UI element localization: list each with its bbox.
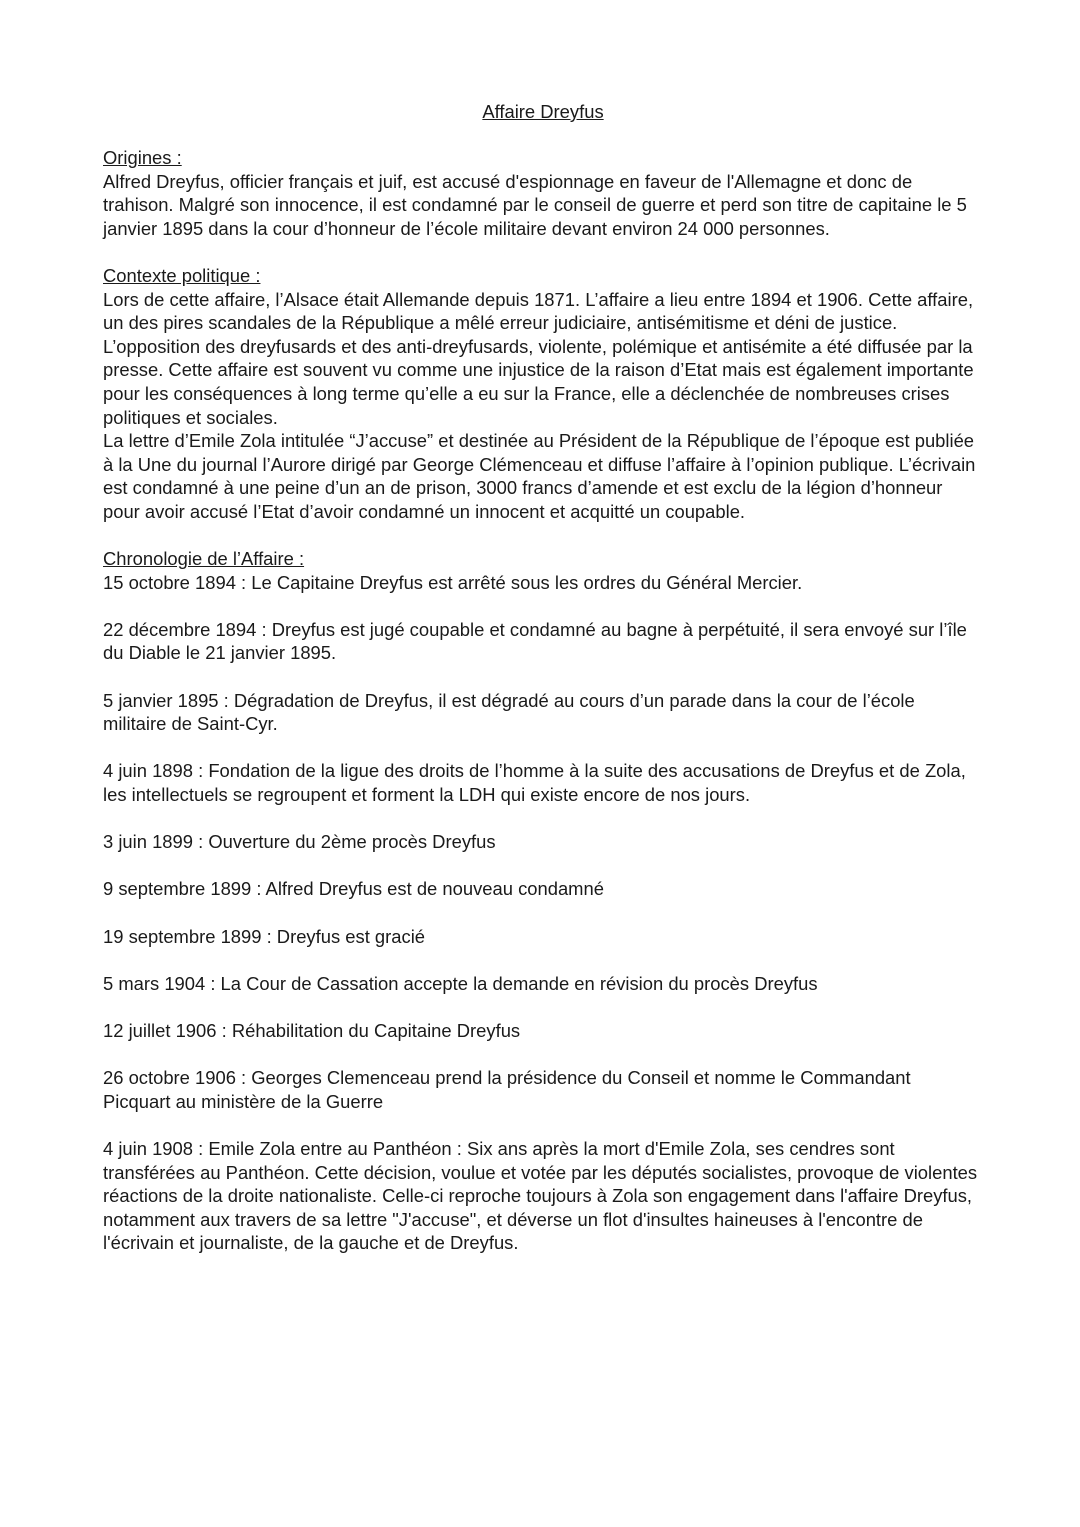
timeline-event: 19 septembre 1899 : Dreyfus est gracié — [103, 925, 426, 947]
document-page — [103, 99, 983, 1279]
timeline-event: 4 juin 1898 : Fondation de la ligue des droits de l’homme à la suite des accusations de Dreyfus et de Zola, les intellectuels se regroupent et forment la LDH qui existe encore de nos jours. — [103, 760, 966, 806]
spacer — [103, 240, 983, 264]
timeline-event: 15 octobre 1894 : Le Capitaine Dreyfus est arrêté sous les ordres du Général Mercier. — [103, 571, 803, 593]
timeline-event: 3 juin 1899 : Ouverture du 2ème procès Dreyfus — [103, 831, 496, 853]
section-heading-chronologie: Chronologie de l’Affaire : — [103, 548, 305, 570]
timeline-event: 9 septembre 1899 : Alfred Dreyfus est de nouveau condamné — [103, 878, 604, 900]
timeline-event: 22 décembre 1894 : Dreyfus est jugé coupable et condamné au bagne à perpétuité, il sera envoyé sur l’île du Diable le 21 janvier 1895. — [103, 618, 967, 664]
timeline-event: 5 janvier 1895 : Dégradation de Dreyfus, il est dégradé au cours d’un parade dans la cour de l’école militaire de Saint-Cyr. — [103, 689, 915, 735]
section-chronologie — [103, 547, 983, 1255]
spacer — [103, 524, 983, 548]
origines-paragraph: Alfred Dreyfus, officier français et juif, est accusé d'espionnage en faveur de l'Allemagne et donc de trahison. Malgré son innocence, il est condamné par le conseil de guerre et perd son titre de capitaine le 5 janvier 1895 dans la cour d’honneur de l’école militaire devant environ 24 000 personnes. — [103, 170, 967, 239]
timeline-event: 4 juin 1908 : Emile Zola entre au Panthéon : Six ans après la mort d'Emile Zola, ses cendres sont transférées au Panthéon. Cette décision, voulue et votée par les députés socialistes, provoque de violentes réactions de la droite nationaliste. Celle-ci reproche toujours à Zola son engagement dans l'affaire Dreyfus, notamment aux travers de sa lettre "J'accuse", et déverse un flot d'insultes haineuses à l'encontre de l'écrivain et journaliste, de la gauche et de Dreyfus. — [103, 1137, 978, 1254]
section-origines — [103, 146, 983, 240]
document-title: Affaire Dreyfus — [482, 101, 604, 122]
contexte-paragraph-1: Lors de cette affaire, l’Alsace était Allemande depuis 1871. L’affaire a lieu entre 1894 et 1906. Cette affaire, un des pires scandales de la République a mêlé erreur judiciaire, antisémitisme et déni de justice. L’opposition des dreyfusards et des anti-dreyfusards, violente, polémique et antisémite a été diffusée par la presse. Cette affaire est souvent vu comme une injustice de la raison d’Etat mais est également importante pour les conséquences à long terme qu’elle a eu sur la France, elle a déclenchée de nombreuses crises politiques et sociales. — [103, 288, 974, 428]
section-contexte-politique — [103, 264, 983, 524]
timeline-event: 26 octobre 1906 : Georges Clemenceau prend la présidence du Conseil et nomme le Commandant Picquart au ministère de la Guerre — [103, 1067, 911, 1112]
timeline-event: 5 mars 1904 : La Cour de Cassation accepte la demande en révision du procès Dreyfus — [103, 972, 818, 994]
timeline-event: 12 juillet 1906 : Réhabilitation du Capitaine Dreyfus — [103, 1019, 521, 1041]
section-heading-contexte: Contexte politique : — [103, 264, 261, 286]
section-heading-origines: Origines : — [103, 147, 182, 168]
contexte-paragraph-2: La lettre d’Emile Zola intitulée “J’accuse” et destinée au Président de la République de l’époque est publiée à la Une du journal l’Aurore dirigé par George Clémenceau et diffuse l’affaire à l’opinion publique. L’écrivain est condamné à une peine d’un an de prison, 3000 francs d’amende et est exclu de la légion d’honneur pour avoir accusé l’Etat d’avoir condamné un innocent et acquitté un coupable. — [103, 430, 976, 522]
